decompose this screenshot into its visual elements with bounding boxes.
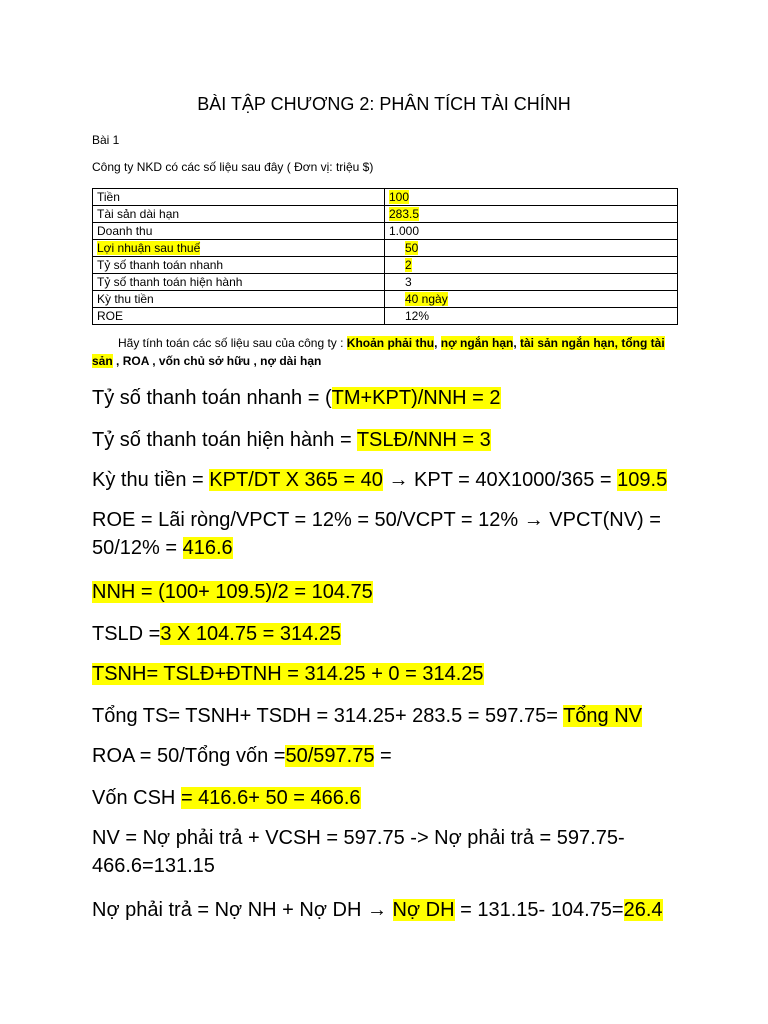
line-text: Nợ phải trả = Nợ NH + Nợ DH → [92, 899, 393, 921]
highlighted-text: NNH = (100+ 109.5)/2 = 104.75 [92, 581, 373, 603]
line-text: ROA = 50/Tổng vốn = [92, 745, 286, 767]
table-cell-value [385, 240, 678, 257]
solution-line [92, 506, 692, 562]
line-text: NV = Nợ phải trả + VCSH = 597.75 -> Nợ phải trả = 597.75-466.6=131.15 [92, 827, 625, 877]
highlighted-text: = 416.6+ 50 = 466.6 [180, 787, 361, 809]
highlighted-text: KPT/DT X 365 = 40 [209, 469, 383, 491]
row-label: Tỷ số thanh toán hiện hành [97, 275, 243, 289]
table-row [93, 257, 678, 274]
row-value: 2 [405, 258, 412, 272]
solution-line [92, 742, 692, 770]
highlighted-text: 26.4 [623, 899, 663, 921]
table-cell-value [385, 274, 678, 291]
table-cell-label [93, 189, 385, 206]
row-value: 12% [405, 309, 430, 323]
solution-line [92, 578, 692, 606]
line-text: → KPT = 40X1000/365 = [382, 469, 618, 491]
line-text: ROE = Lãi ròng/VPCT = 12% = 50/VCPT = 12% → VPCT(NV) = 50/12% = [92, 509, 661, 559]
data-table [92, 188, 678, 325]
exercise-label: Bài 1 [92, 133, 120, 147]
table-cell-value [385, 206, 678, 223]
highlighted-text: Tổng NV [563, 705, 643, 727]
solution-line [92, 466, 692, 494]
highlighted-text: 3 X 104.75 = 314.25 [160, 623, 342, 645]
row-value: 100 [389, 190, 410, 204]
instruction-item: nợ ngắn hạn [440, 336, 514, 350]
instruction-text [92, 334, 678, 370]
line-text: Tỷ số thanh toán nhanh = ( [92, 387, 332, 409]
highlighted-text: TM+KPT)/NNH = 2 [331, 387, 501, 409]
instruction-sep: , [434, 336, 441, 350]
line-text: TSLD = [92, 623, 161, 645]
table-row [93, 206, 678, 223]
table-row [93, 274, 678, 291]
row-label: Lợi nhuận sau thuế [97, 241, 201, 255]
highlighted-text: 109.5 [617, 469, 668, 491]
row-value: 50 [405, 241, 419, 255]
solution-line [92, 384, 692, 412]
table-cell-value [385, 308, 678, 325]
line-text: Vốn CSH [92, 787, 181, 809]
solution-line [92, 620, 692, 648]
page-title: BÀI TẬP CHƯƠNG 2: PHÂN TÍCH TÀI CHÍNH [197, 94, 571, 114]
row-value: 1.000 [389, 224, 420, 238]
row-value: 40 ngày [405, 292, 448, 306]
solution-line [92, 702, 692, 730]
highlighted-text: TSNH= TSLĐ+ĐTNH = 314.25 + 0 = 314.25 [92, 663, 484, 685]
solution-line [92, 426, 692, 454]
row-label: Doanh thu [97, 224, 153, 238]
row-value: 283.5 [389, 207, 420, 221]
table-row [93, 291, 678, 308]
table-row [93, 240, 678, 257]
table-cell-label [93, 308, 385, 325]
table-cell-label [93, 240, 385, 257]
table-cell-value [385, 291, 678, 308]
table-row [93, 223, 678, 240]
instruction-item: , ROA , vốn chủ sở hữu , nợ dài hạn [112, 354, 322, 368]
instruction-item: tài sản ngắn hạn, tổng tài sản [92, 336, 665, 368]
line-text: = 131.15- 104.75= [454, 899, 624, 921]
row-label: ROE [97, 309, 124, 323]
row-label: Kỳ thu tiền [97, 292, 154, 306]
table-row [93, 308, 678, 325]
instruction-sep: , [513, 336, 520, 350]
row-label: Tiền [97, 190, 120, 204]
line-text: = [374, 745, 392, 767]
highlighted-text: TSLĐ/NNH = 3 [356, 429, 491, 451]
highlighted-text: Nợ DH [392, 899, 455, 921]
solution-line [92, 824, 692, 880]
table-cell-value [385, 257, 678, 274]
table-cell-label [93, 291, 385, 308]
line-text: Tổng TS= TSNH+ TSDH = 314.25+ 283.5 = 597.75= [92, 705, 564, 727]
instruction-item: Khoản phải thu [346, 336, 435, 350]
solution-line [92, 784, 692, 812]
solution-line [92, 896, 692, 924]
highlighted-text: 50/597.75 [285, 745, 375, 767]
table-cell-label [93, 206, 385, 223]
table-cell-label [93, 274, 385, 291]
row-label: Tỷ số thanh toán nhanh [97, 258, 224, 272]
table-cell-value [385, 189, 678, 206]
row-value: 3 [405, 275, 412, 289]
table-cell-label [93, 257, 385, 274]
line-text: Kỳ thu tiền = [92, 469, 210, 491]
row-label: Tài sản dài hạn [97, 207, 180, 221]
highlighted-text: 416.6 [182, 537, 233, 559]
table-row [93, 189, 678, 206]
intro-text: Công ty NKD có các số liệu sau đây ( Đơn vị: triệu $) [92, 160, 374, 174]
line-text: Tỷ số thanh toán hiện hành = [92, 429, 357, 451]
table-cell-value [385, 223, 678, 240]
table-cell-label [93, 223, 385, 240]
instruction-prefix: Hãy tính toán các số liệu sau của công ty : [118, 336, 347, 350]
solution-line [92, 660, 692, 688]
